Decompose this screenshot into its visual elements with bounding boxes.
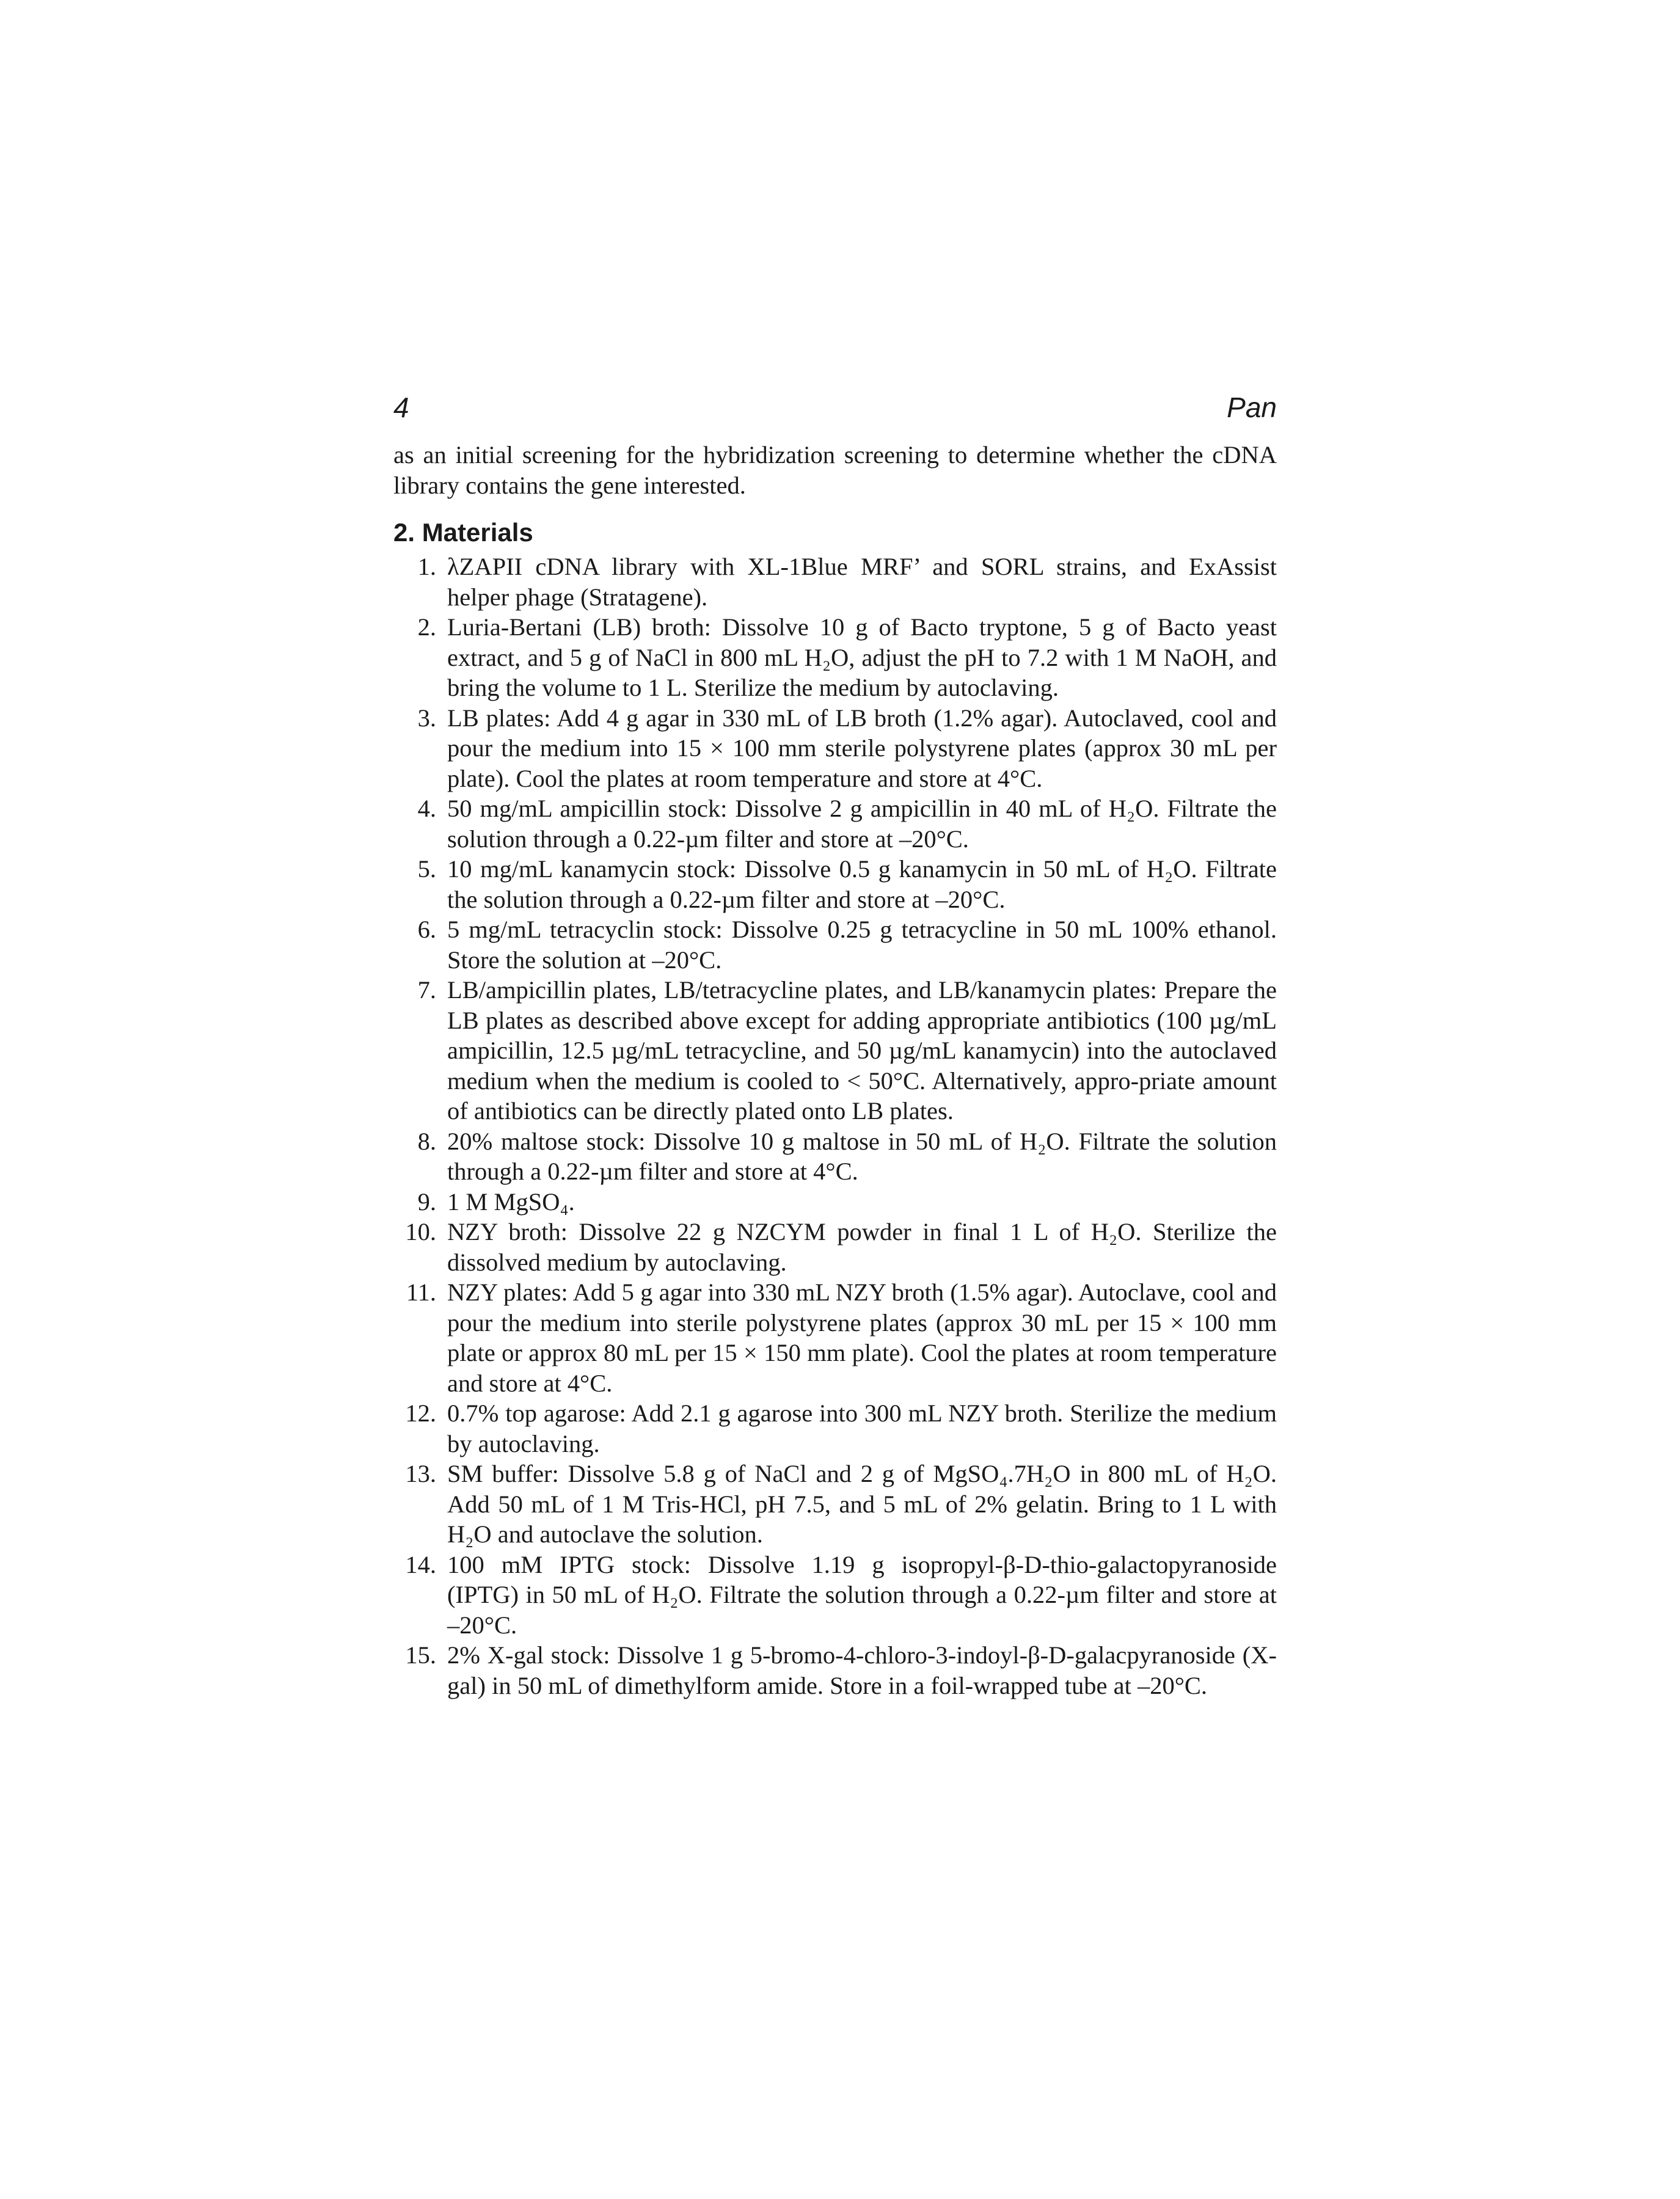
list-item	[393, 1640, 1277, 1701]
materials-list	[393, 552, 1277, 1701]
item-text: 50 mg/mL ampicillin stock: Dissolve 2 g ampicillin in 40 mL of H₂O. Filtrate the solution through a 0.22-µm filter and store at –20°C.	[447, 795, 1277, 853]
list-item	[393, 1126, 1277, 1187]
item-number: 4.	[417, 795, 436, 822]
item-text: λZAPII cDNA library with XL-1Blue MRF’ and SORL strains, and ExAssist helper phage (Stratagene).	[447, 553, 1277, 611]
item-number: 15.	[405, 1641, 436, 1669]
list-item	[393, 612, 1277, 703]
item-text: 100 mM IPTG stock: Dissolve 1.19 g isopropyl-β-D-thio-galactopyranoside (IPTG) in 50 mL of H₂O. Filtrate the solution through a 0.22-µm filter and store at –20°C.	[447, 1550, 1277, 1639]
item-number: 1.	[417, 553, 436, 580]
list-item	[393, 1277, 1277, 1398]
item-number: 7.	[417, 976, 436, 1004]
item-text: NZY plates: Add 5 g agar into 330 mL NZY broth (1.5% agar). Autoclave, cool and pour the medium into sterile polystyrene plates (approx 30 mL per 15 × 100 mm plate or approx 80 mL per 15 × 150 mm plate). Cool the plates at room temperature and store at 4°C.	[447, 1278, 1277, 1397]
item-text: 10 mg/mL kanamycin stock: Dissolve 0.5 g kanamycin in 50 mL of H₂O. Filtrate the solution through a 0.22-µm filter and store at –20°C.	[447, 855, 1277, 913]
item-number: 12.	[405, 1399, 436, 1427]
list-item	[393, 1459, 1277, 1550]
list-item	[393, 975, 1277, 1126]
item-text: 2% X-gal stock: Dissolve 1 g 5-bromo-4-chloro-3-indoyl-β-D-galacpyranoside (X-gal) in 50 mL of dimethylform amide. Store in a foil-wrapped tube at –20°C.	[447, 1641, 1277, 1699]
item-number: 10.	[405, 1218, 436, 1245]
item-text: NZY broth: Dissolve 22 g NZCYM powder in final 1 L of H₂O. Sterilize the dissolved medium by autoclaving.	[447, 1218, 1277, 1276]
list-item	[393, 1187, 1277, 1217]
book-page	[393, 384, 1277, 1701]
item-text: SM buffer: Dissolve 5.8 g of NaCl and 2 g of MgSO₄.7H₂O in 800 mL of H₂O. Add 50 mL of 1 M Tris-HCl, pH 7.5, and 5 mL of 2% gelatin. Bring to 1 L with H₂O and autoclave the solution.	[447, 1460, 1277, 1548]
list-item	[393, 793, 1277, 854]
item-number: 8.	[417, 1127, 436, 1155]
item-text: LB/ampicillin plates, LB/tetracycline plates, and LB/kanamycin plates: Prepare the LB plates as described above except for adding appropriate antibiotics (100 µg/mL ampicillin, 12.5 µg/mL tetracycline, and 50 µg/mL kanamycin) into the autoclaved medium when the medium is cooled to < 50°C. Alternatively, appro-priate amount of antibiotics can be directly plated onto LB plates.	[447, 976, 1277, 1125]
list-item	[393, 1398, 1277, 1459]
list-item	[393, 854, 1277, 914]
item-text: 0.7% top agarose: Add 2.1 g agarose into 300 mL NZY broth. Sterilize the medium by autoclaving.	[447, 1399, 1277, 1457]
item-text: 1 M MgSO₄.	[447, 1187, 575, 1216]
list-item	[393, 914, 1277, 975]
item-text: 20% maltose stock: Dissolve 10 g maltose in 50 mL of H₂O. Filtrate the solution through a 0.22-µm filter and store at 4°C.	[447, 1127, 1277, 1185]
running-author: Pan	[1227, 392, 1277, 423]
list-item	[393, 1550, 1277, 1641]
item-number: 5.	[417, 855, 436, 883]
intro-paragraph: as an initial screening for the hybridization screening to determine whether the cDNA library contains the gene interested.	[393, 441, 1277, 499]
list-item	[393, 703, 1277, 794]
item-number: 9.	[417, 1187, 436, 1216]
item-number: 2.	[417, 613, 436, 641]
list-item	[393, 1217, 1277, 1277]
item-text: LB plates: Add 4 g agar in 330 mL of LB broth (1.2% agar). Autoclaved, cool and pour the medium into 15 × 100 mm sterile polystyrene plates (approx 30 mL per plate). Cool the plates at room temperature and store at 4°C.	[447, 704, 1277, 792]
list-item	[393, 552, 1277, 612]
item-text: Luria-Bertani (LB) broth: Dissolve 10 g of Bacto tryptone, 5 g of Bacto yeast extract, and 5 g of NaCl in 800 mL H₂O, adjust the pH to 7.2 with 1 M NaOH, and bring the volume to 1 L. Sterilize the medium by autoclaving.	[447, 613, 1277, 701]
running-header	[393, 384, 1277, 432]
item-text: 5 mg/mL tetracyclin stock: Dissolve 0.25 g tetracycline in 50 mL 100% ethanol. Store the solution at –20°C.	[447, 916, 1277, 974]
body-text	[393, 432, 1277, 1701]
item-number: 14.	[405, 1550, 436, 1578]
item-number: 3.	[417, 704, 436, 732]
page-number: 4	[393, 392, 409, 423]
item-number: 13.	[405, 1460, 436, 1487]
section-heading: 2. Materials	[393, 518, 533, 547]
item-number: 6.	[417, 916, 436, 943]
item-number: 11.	[406, 1278, 436, 1306]
